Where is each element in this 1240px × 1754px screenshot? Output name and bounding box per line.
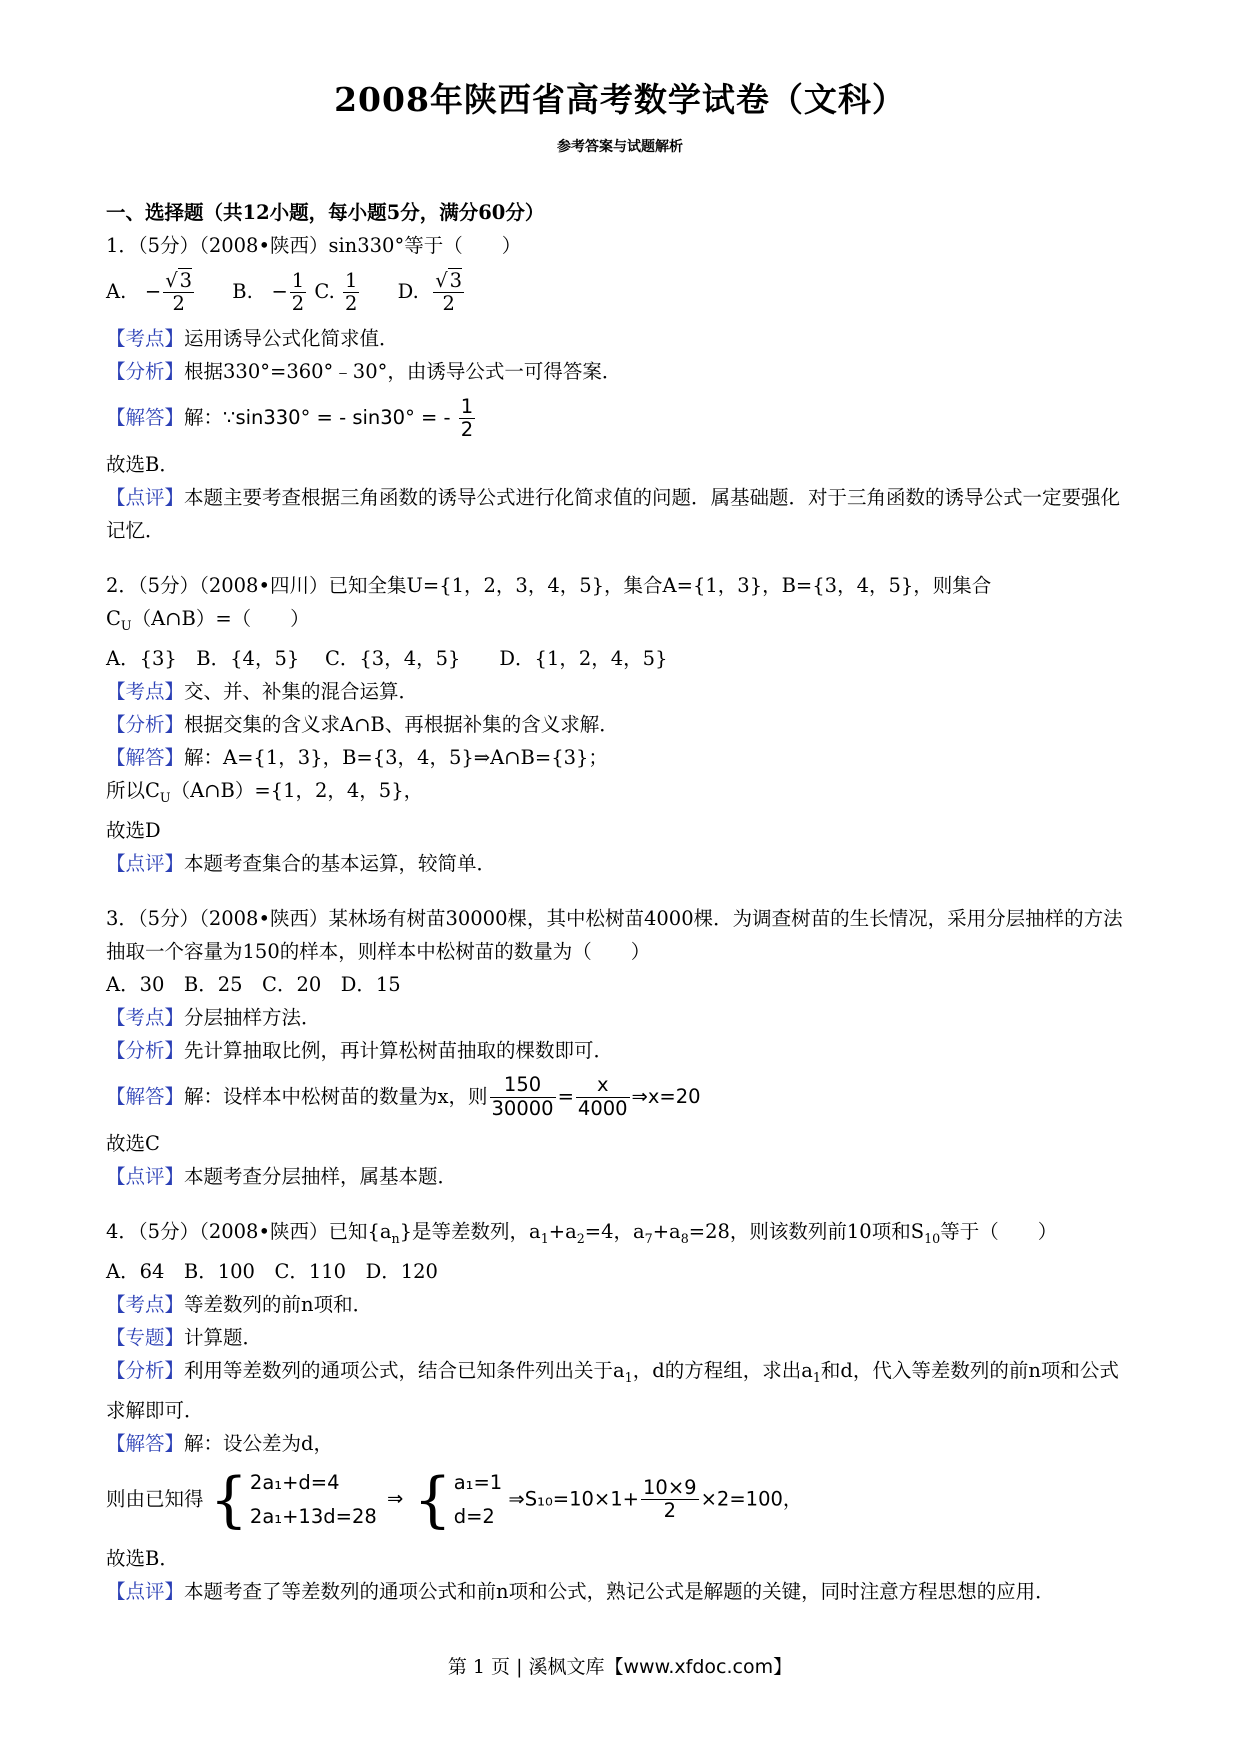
q3-dianping: 【点评】本题考查分层抽样，属基本题． xyxy=(106,1164,458,1188)
q4-fenxi: 【分析】利用等差数列的通项公式，结合已知条件列出关于$a_1$，d的方程组，求出$a_1$和d，代入等差数列的前n项和公式求解即可． xyxy=(106,1358,1119,1422)
kaodian-tag: 【考点】 xyxy=(106,1005,185,1029)
q1-option-c-denominator: 2 xyxy=(345,292,358,315)
q1-option-a-minus: − xyxy=(144,280,162,303)
q3-kaodian: 【考点】分层抽样方法． xyxy=(106,1005,321,1029)
q4-jieda: 【解答】解：设公差为d， xyxy=(106,1431,333,1455)
dianping-tag: 【点评】 xyxy=(106,1164,185,1188)
q2-stem-line1: 2．（5分）（2008•四川）已知全集U={1，2，3，4，5}，集合A={1，3}，B={3，4，5}，则集合 xyxy=(106,574,992,597)
q2-options: A．{3} B．{4，5} C．{3，4，5} D．{1，2，4，5} xyxy=(106,646,668,670)
q2-dianping: 【点评】本题考查集合的基本运算，较简单． xyxy=(106,851,497,875)
q3-fenxi: 【分析】先计算抽取比例，再计算松树苗抽取的棵数即可． xyxy=(106,1038,614,1062)
q1-option-d-radicand: 3 xyxy=(449,268,463,292)
left-brace-icon: { xyxy=(413,1464,452,1535)
q1-options xyxy=(106,262,1136,322)
q1-option-d-denominator: 2 xyxy=(442,292,455,315)
q4-dianping: 【点评】本题考查了等差数列的通项公式和前n项和公式，熟记公式是解题的关键，同时注意方程思想的应用． xyxy=(106,1579,1055,1603)
q1-jieda-fraction: $\frac{1}{2}$ xyxy=(460,394,474,441)
jieda-tag: 【解答】 xyxy=(106,745,185,769)
q4-zhuanti: 【专题】计算题． xyxy=(106,1325,263,1349)
q1-option-c-label: C. xyxy=(314,280,335,303)
q2-stem-line2: $C_U(A\cap B)=$（ ） xyxy=(106,607,310,633)
q2-choice: 故选D xyxy=(106,818,161,842)
page-title: 2008年陕西省高考数学试卷（文科） xyxy=(334,80,906,119)
fenxi-tag: 【分析】 xyxy=(106,712,185,736)
fenxi-tag: 【分析】 xyxy=(106,360,185,383)
jieda-tag: 【解答】 xyxy=(106,1084,185,1108)
q2-jieda-line2: 所以$C_U(A\cap B)=\{1$，2，4，5}， xyxy=(106,778,424,805)
q4-solution-system: { a₁=1 d=2 xyxy=(413,1464,503,1535)
q1-option-a-fraction xyxy=(163,270,194,316)
q3-fraction-1: $\frac{150}{30000}$ xyxy=(491,1073,554,1120)
left-brace-icon: { xyxy=(209,1464,248,1535)
q1-option-d-sqrt-sign: √ xyxy=(435,268,448,292)
q4-system: 则由已知得 { 2a₁+d=4 2a₁+13d=28 ⇒ { a₁=1 d=2 ⇒S₁₀=10×1+ $\frac{10\times 9}{2}$ ×2=100， xyxy=(106,1464,803,1535)
document-body xyxy=(106,196,1136,1608)
q1-option-c-numerator: 1 xyxy=(345,268,358,292)
q1-option-a-sqrt-sign: √ xyxy=(165,268,178,292)
jieda-tag: 【解答】 xyxy=(106,1431,185,1455)
dianping-tag: 【点评】 xyxy=(106,486,185,509)
dianping-tag: 【点评】 xyxy=(106,1579,185,1603)
section-heading: 一、选择题（共12小题，每小题5分，满分60分） xyxy=(106,201,545,224)
q1-dianping: 【点评】本题主要考查根据三角函数的诱导公式进行化简求值的问题．属基础题．对于三角函数的诱导公式一定要强化记忆． xyxy=(106,486,1121,542)
page-subtitle: 参考答案与试题解析 xyxy=(557,139,683,155)
q4-fraction: $\frac{10\times 9}{2}$ xyxy=(643,1475,697,1523)
q1-option-a-label: A. xyxy=(106,280,127,303)
q1-jieda-formula: ∵sin330° = - sin30° = - xyxy=(223,406,451,429)
q3-fraction-2: $\frac{x}{4000}$ xyxy=(577,1073,628,1120)
q1-choice: 故选B． xyxy=(106,453,179,476)
q1-fenxi: 【分析】根据330°=360°﹣30°，由诱导公式一可得答案． xyxy=(106,360,622,383)
q1-option-b-numerator: 1 xyxy=(291,268,305,292)
q1-option-a-radicand: 3 xyxy=(179,268,193,292)
q1-option-c-fraction xyxy=(343,270,359,316)
q4-kaodian: 【考点】等差数列的前n项和． xyxy=(106,1292,373,1316)
page-footer xyxy=(0,1652,1240,1679)
fenxi-tag: 【分析】 xyxy=(106,1038,185,1062)
q4-equation-system: { 2a₁+d=4 2a₁+13d=28 xyxy=(209,1464,377,1535)
q1-kaodian: 【考点】运用诱导公式化简求值． xyxy=(106,327,399,350)
q1-stem: 1．（5分）（2008•陕西）sin330°等于（ ） xyxy=(106,234,522,257)
q4-options: A．64 B．100 C．110 D．120 xyxy=(106,1259,438,1283)
q2-jieda: 【解答】解：A={1，3}，B={3，4，5}⇒A∩B={3}； xyxy=(106,745,608,769)
footer-site-link[interactable]: 【www.xfdoc.com】 xyxy=(604,1656,793,1678)
kaodian-tag: 【考点】 xyxy=(106,1292,185,1316)
q1-option-b-label: B. xyxy=(232,280,253,303)
jieda-tag: 【解答】 xyxy=(106,406,185,429)
q1-jieda: 【解答】解：∵sin330° = - sin30° = - $\frac{1}{2}$ xyxy=(106,394,474,441)
footer-page-label: 第 1 页 | 溪枫文库 xyxy=(447,1656,605,1678)
q4-sum-expression: ⇒S₁₀=10×1+ xyxy=(508,1487,640,1511)
q2-kaodian: 【考点】交、并、补集的混合运算． xyxy=(106,679,419,703)
q1-option-b-fraction xyxy=(290,270,306,316)
q2-fenxi: 【分析】根据交集的含义求A∩B、再根据补集的含义求解． xyxy=(106,712,619,736)
q3-jieda: 【解答】解：设样本中松树苗的数量为x，则 $\frac{150}{30000}$ = $\frac{x}{4000}$ ⇒x=20 xyxy=(106,1073,701,1120)
q1-option-d-fraction xyxy=(433,270,464,316)
q4-choice: 故选B． xyxy=(106,1546,179,1570)
q3-result: ⇒x=20 xyxy=(631,1084,701,1108)
q3-choice: 故选C xyxy=(106,1131,160,1155)
q1-option-a-denominator: 2 xyxy=(172,292,185,315)
q1-option-b-minus: − xyxy=(271,280,288,303)
fenxi-tag: 【分析】 xyxy=(106,1358,185,1382)
q1-option-d-label: D. xyxy=(397,280,419,303)
kaodian-tag: 【考点】 xyxy=(106,679,185,703)
q3-stem: 3．（5分）（2008•陕西）某林场有树苗30000棵，其中松树苗4000棵．为调查树苗的生长情况，采用分层抽样的方法抽取一个容量为150的样本，则样本中松树苗的数量为（ ） xyxy=(106,906,1123,963)
q4-stem: 4．（5分）（2008•陕西）已知$\{a_n\}$是等差数列，$a_1+a_2=4$，$a_7+a_8=28$，则该数列前10项和$S_{10}$等于（ ） xyxy=(106,1219,1058,1246)
q3-options: A．30 B．25 C．20 D．15 xyxy=(106,972,401,996)
q1-option-b-denominator: 2 xyxy=(291,292,305,315)
zhuanti-tag: 【专题】 xyxy=(106,1325,185,1349)
dianping-tag: 【点评】 xyxy=(106,851,185,875)
kaodian-tag: 【考点】 xyxy=(106,327,185,350)
